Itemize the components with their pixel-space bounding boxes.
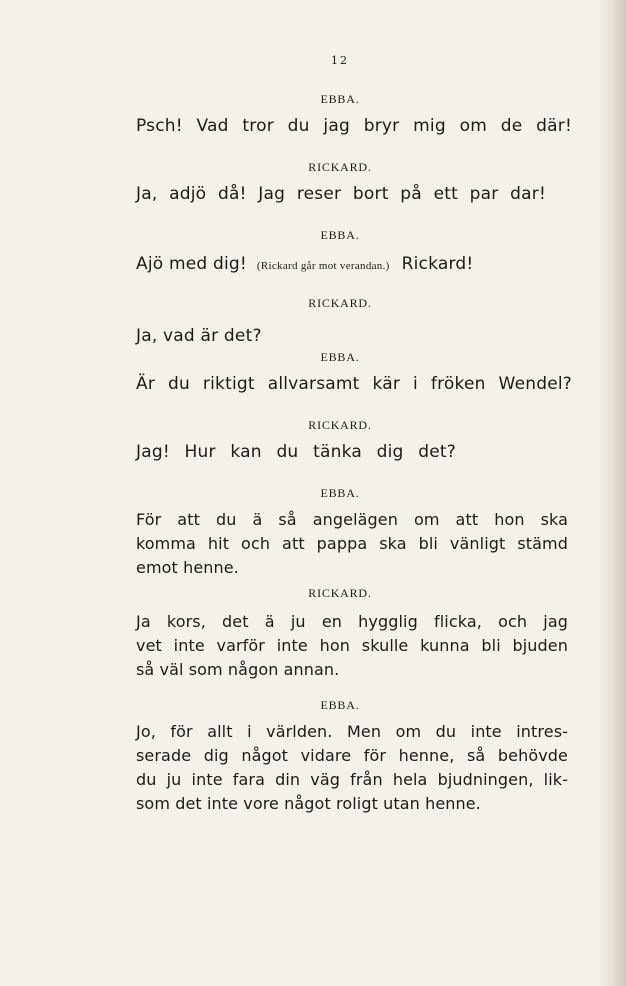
dialogue-text: Ja, adjö då! Jag reser bort på ett par dar!: [136, 184, 546, 204]
dialogue-paragraph: [136, 720, 568, 816]
speaker-name: EBBA.: [320, 92, 360, 106]
page-number: 12: [331, 54, 349, 67]
dialogue-line: Psch! Vad tror du jag bryr mig om de där!: [136, 116, 572, 136]
speaker-name: EBBA.: [320, 350, 360, 364]
dialogue-line: du ju inte fara din väg från hela bjudningen, lik-: [136, 770, 568, 789]
dialogue-line: emot henne.: [136, 558, 239, 577]
dialogue-text: Jag! Hur kan du tänka dig det?: [136, 442, 456, 462]
speaker-name: RICKARD.: [308, 586, 372, 600]
dialogue-line: Ja kors, det ä ju en hygglig flicka, och jag: [136, 612, 568, 631]
dialogue-line: För att du ä så angelägen om att hon ska: [136, 510, 568, 529]
speaker-name: EBBA.: [320, 698, 360, 712]
dialogue-line: [136, 252, 572, 278]
dialogue-line: serade dig något vidare för henne, så behövde: [136, 746, 568, 765]
speaker-name: EBBA.: [320, 486, 360, 500]
dialogue-paragraph: [136, 610, 568, 682]
speaker-name: EBBA.: [320, 228, 360, 242]
dialogue-line: komma hit och att pappa ska bli vänligt stämd: [136, 534, 568, 553]
dialogue-line: som det inte vore något roligt utan henne.: [136, 794, 481, 813]
dialogue-text: Rickard!: [401, 254, 474, 274]
speaker-name: RICKARD.: [308, 296, 372, 310]
dialogue-line: [136, 182, 546, 206]
dialogue-line: Jo, för allt i världen. Men om du inte intres-: [136, 722, 568, 741]
dialogue-line: vet inte varför inte hon skulle kunna bli bjuden: [136, 636, 568, 655]
speaker-name: RICKARD.: [308, 160, 372, 174]
dialogue-text: Ajö med dig!: [136, 254, 247, 274]
dialogue-line: [136, 440, 456, 464]
dialogue-line: Ja, vad är det?: [136, 326, 262, 346]
stage-direction: (Rickard går mot verandan.): [256, 260, 390, 272]
dialogue-line: så väl som någon annan.: [136, 660, 340, 679]
speaker-name: RICKARD.: [308, 418, 372, 432]
dialogue-line: Är du riktigt allvarsamt kär i fröken Wendel?: [136, 374, 572, 394]
dialogue-paragraph: [136, 508, 568, 580]
